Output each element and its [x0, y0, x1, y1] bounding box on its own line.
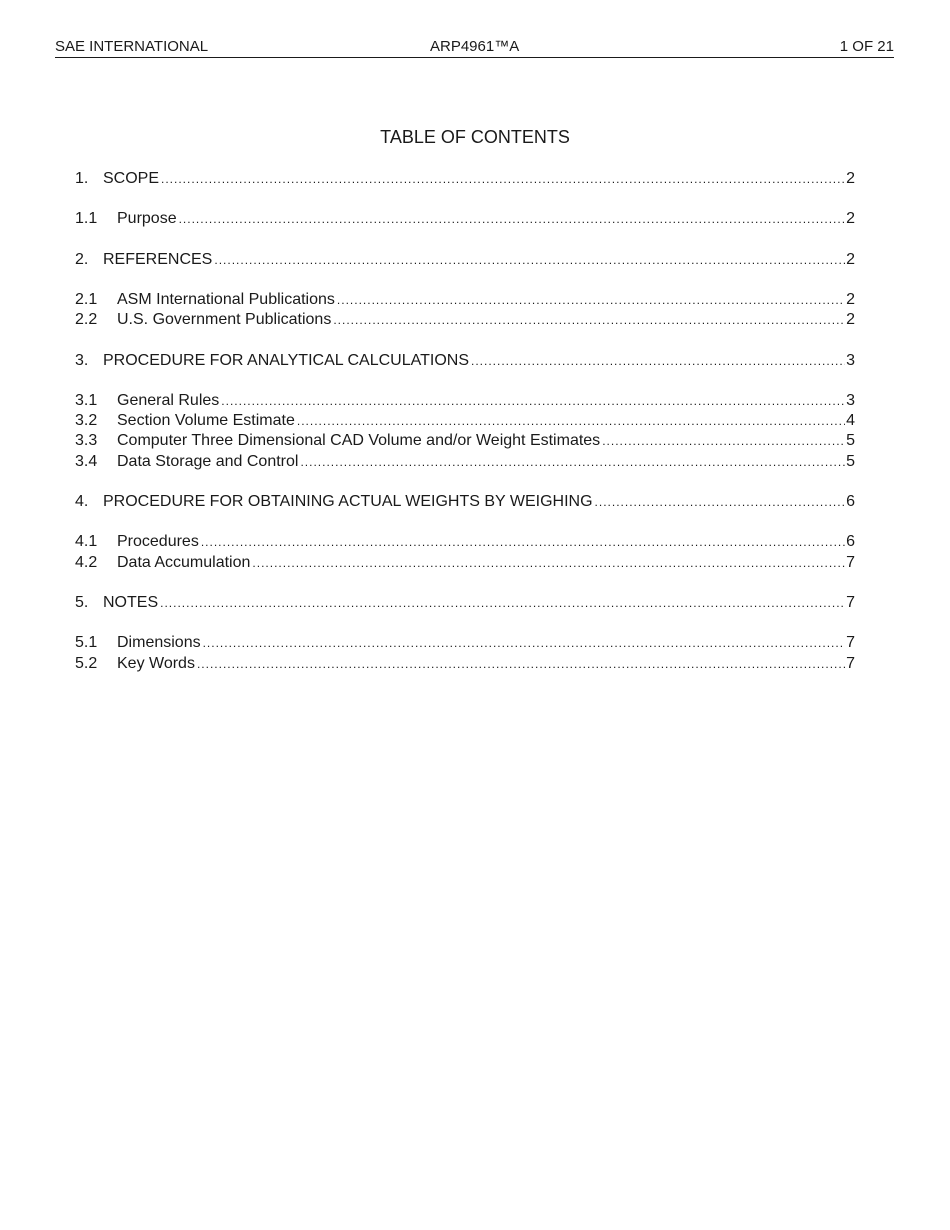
toc-entry-label: REFERENCES: [103, 250, 213, 268]
toc-entry-label: Purpose: [117, 210, 177, 228]
toc-entry-number: 1.: [75, 170, 89, 187]
toc-entry-4-1[interactable]: [75, 532, 855, 552]
toc-entry-label: Key Words: [117, 654, 195, 672]
dot-leader: [300, 452, 845, 472]
toc-entry-3[interactable]: [75, 351, 855, 371]
toc-entry-4-2[interactable]: [75, 553, 855, 573]
toc-entry-number: 3.3: [75, 432, 98, 450]
toc-entry-label: Data Storage and Control: [117, 452, 299, 470]
toc-entry-number: 2.1: [75, 291, 98, 309]
toc-entry-label: Data Accumulation: [117, 553, 251, 571]
toc-entry-page: 2: [846, 250, 855, 268]
toc-entry-page: 2: [846, 210, 855, 228]
toc-entry-5-2[interactable]: [75, 654, 855, 674]
dot-leader: [197, 654, 845, 674]
toc-entry-page: 2: [846, 291, 855, 309]
table-of-contents: [75, 169, 855, 674]
toc-entry-1-1[interactable]: [75, 209, 855, 229]
dot-leader: [297, 411, 845, 431]
toc-entry-2[interactable]: [75, 250, 855, 270]
dot-leader: [160, 593, 845, 613]
toc-entry-number: 4.: [75, 493, 89, 510]
toc-entry-label: SCOPE: [103, 170, 160, 187]
dot-leader: [471, 351, 845, 371]
dot-leader: [203, 633, 846, 653]
toc-entry-5[interactable]: [75, 593, 855, 613]
toc-entry-label: PROCEDURE FOR OBTAINING ACTUAL WEIGHTS BY WEIGHING: [103, 493, 593, 510]
toc-entry-page: 4: [846, 412, 855, 430]
toc-entry-label: Section Volume Estimate: [117, 412, 295, 430]
toc-entry-number: 5.2: [75, 654, 98, 672]
toc-entry-label: ASM International Publications: [117, 291, 335, 309]
toc-entry-page: 5: [846, 452, 855, 470]
dot-leader: [602, 431, 845, 451]
dot-leader: [201, 532, 845, 552]
toc-entry-number: 5.1: [75, 634, 98, 652]
toc-entry-label: General Rules: [117, 392, 220, 410]
dot-leader: [337, 290, 845, 310]
toc-entry-4[interactable]: [75, 492, 855, 512]
toc-entry-page: 3: [846, 351, 855, 369]
toc-entry-number: 3.: [75, 351, 89, 369]
toc-entry-page: 7: [846, 634, 855, 652]
toc-title: TABLE OF CONTENTS: [380, 127, 570, 147]
dot-leader: [252, 553, 845, 573]
page-header: [55, 37, 894, 58]
toc-entry-number: 5.: [75, 593, 89, 611]
toc-entry-number: 2.: [75, 250, 89, 268]
dot-leader: [161, 169, 845, 189]
toc-entry-3-4[interactable]: [75, 452, 855, 472]
toc-entry-number: 1.1: [75, 210, 98, 228]
toc-entry-page: 6: [846, 533, 855, 551]
toc-entry-page: 5: [846, 432, 855, 450]
toc-entry-5-1[interactable]: [75, 633, 855, 653]
header-organization: SAE INTERNATIONAL: [55, 38, 209, 55]
toc-entry-number: 2.2: [75, 311, 98, 329]
toc-entry-page: 7: [846, 553, 855, 571]
toc-entry-number: 3.2: [75, 412, 98, 430]
dot-leader: [214, 250, 845, 270]
toc-entry-page: 3: [846, 392, 855, 410]
toc-entry-label: U.S. Government Publications: [117, 311, 332, 329]
toc-entry-2-1[interactable]: [75, 290, 855, 310]
toc-entry-page: 2: [846, 311, 855, 329]
toc-entry-page: 2: [846, 170, 855, 187]
toc-entry-number: 3.1: [75, 392, 98, 410]
dot-leader: [179, 209, 846, 229]
toc-entry-label: NOTES: [103, 593, 159, 611]
toc-entry-page: 7: [846, 593, 855, 611]
toc-entry-label: PROCEDURE FOR ANALYTICAL CALCULATIONS: [103, 351, 469, 369]
toc-entry-label: Dimensions: [117, 634, 201, 652]
toc-entry-2-2[interactable]: [75, 310, 855, 330]
toc-entry-page: 7: [846, 654, 855, 672]
header-document-id: ARP4961™A: [430, 38, 520, 55]
dot-leader: [333, 310, 845, 330]
toc-entry-number: 3.4: [75, 452, 98, 470]
toc-entry-label: Procedures: [117, 533, 199, 551]
toc-entry-label: Computer Three Dimensional CAD Volume and/or Weight Estimates: [117, 432, 601, 450]
dot-leader: [221, 391, 845, 411]
toc-entry-3-3[interactable]: [75, 431, 855, 451]
toc-entry-3-2[interactable]: [75, 411, 855, 431]
toc-entry-number: 4.2: [75, 553, 98, 571]
toc-entry-3-1[interactable]: [75, 391, 855, 411]
toc-entry-number: 4.1: [75, 533, 98, 551]
header-page-indicator: 1 OF 21: [839, 38, 894, 55]
toc-entry-page: 6: [846, 493, 855, 510]
dot-leader: [595, 492, 846, 512]
toc-entry-1[interactable]: [75, 169, 855, 189]
